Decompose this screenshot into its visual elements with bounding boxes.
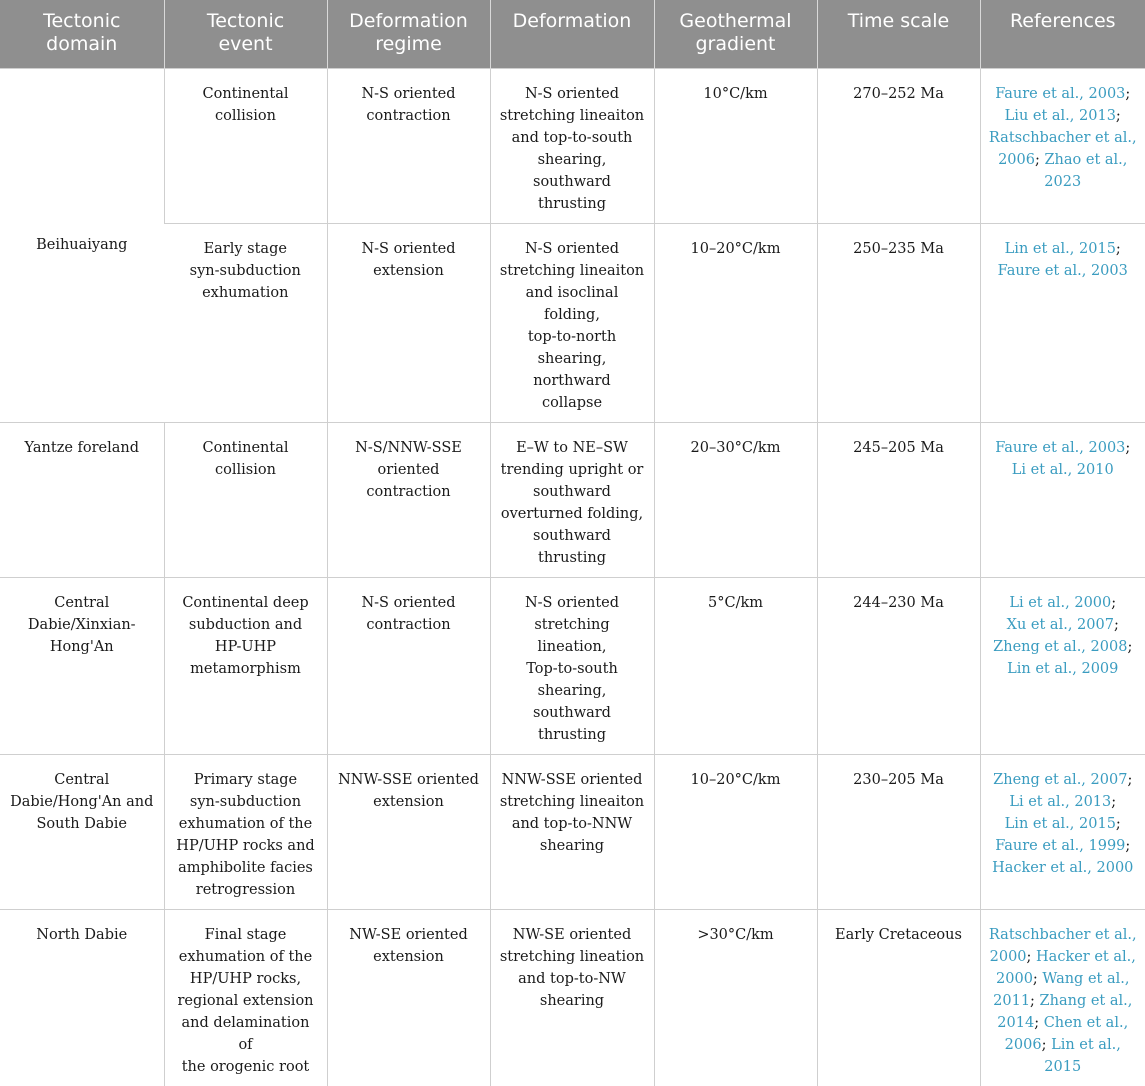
header-geothermal-gradient: Geothermal gradient — [654, 0, 817, 68]
cell-gradient: 20–30°C/km — [654, 422, 817, 577]
header-references: References — [980, 0, 1145, 68]
reference-link[interactable]: Lin et al., 2009 — [1007, 660, 1119, 677]
cell-references: Faure et al., 2003; Liu et al., 2013; Ratschbacher et al., 2006; Zhao et al., 2023 — [980, 68, 1145, 223]
reference-link[interactable]: Faure et al., 2003 — [997, 262, 1128, 279]
cell-deformation: NW-SE oriented stretching lineation and top-to-NW shearing — [490, 909, 654, 1086]
cell-gradient: >30°C/km — [654, 909, 817, 1086]
reference-link[interactable]: Zhang et al., 2014 — [997, 992, 1133, 1031]
cell-references: Zheng et al., 2007; Li et al., 2013; Lin et al., 2015; Faure et al., 1999; Hacker et al., 2000 — [980, 754, 1145, 909]
cell-event: Early stage syn-subduction exhumation — [164, 223, 327, 422]
cell-gradient: 10°C/km — [654, 68, 817, 223]
cell-time: 270–252 Ma — [817, 68, 980, 223]
table-row — [0, 577, 1145, 754]
cell-deformation: NNW-SSE oriented stretching lineaiton and top-to-NNW shearing — [490, 754, 654, 909]
cell-regime: N-S oriented extension — [327, 223, 490, 422]
reference-link[interactable]: Faure et al., 2003 — [995, 85, 1126, 102]
reference-link[interactable]: Hacker et al., 2000 — [992, 859, 1134, 876]
cell-event: Primary stage syn-subduction exhumation of the HP/UHP rocks and amphibolite facies retrogression — [164, 754, 327, 909]
header-deformation: Deformation — [490, 0, 654, 68]
cell-domain: North Dabie — [0, 909, 164, 1086]
reference-link[interactable]: Lin et al., 2015 — [1004, 815, 1116, 832]
cell-time: 250–235 Ma — [817, 223, 980, 422]
cell-references: Faure et al., 2003; Li et al., 2010 — [980, 422, 1145, 577]
cell-time: 244–230 Ma — [817, 577, 980, 754]
reference-link[interactable]: Faure et al., 2003 — [995, 439, 1126, 456]
cell-domain: Central Dabie/Hong'An and South Dabie — [0, 754, 164, 909]
reference-link[interactable]: Chen et al., 2006 — [1004, 1014, 1129, 1053]
cell-deformation: N-S oriented stretching lineaiton and top-to-south shearing, southward thrusting — [490, 68, 654, 223]
cell-event: Continental collision — [164, 422, 327, 577]
cell-event: Final stage exhumation of the HP/UHP rocks, regional extension and delamination of the orogenic root — [164, 909, 327, 1086]
table-header — [0, 0, 1145, 68]
reference-link[interactable]: Faure et al., 1999 — [995, 837, 1126, 854]
reference-link[interactable]: Lin et al., 2015 — [1044, 1036, 1121, 1075]
cell-regime: N-S oriented contraction — [327, 68, 490, 223]
table-row — [0, 223, 1145, 422]
table-row — [0, 754, 1145, 909]
cell-domain: Yantze foreland — [0, 422, 164, 577]
table-row — [0, 68, 1145, 223]
cell-deformation: N-S oriented stretching lineaiton and isoclinal folding, top-to-north shearing, northward collapse — [490, 223, 654, 422]
table-row — [0, 422, 1145, 577]
cell-regime: NNW-SSE oriented extension — [327, 754, 490, 909]
reference-link[interactable]: Wang et al., 2011 — [993, 970, 1130, 1009]
reference-link[interactable]: Ratschbacher et al., 2006 — [988, 129, 1137, 168]
table-row — [0, 909, 1145, 1086]
header-tectonic-domain: Tectonic domain — [0, 0, 164, 68]
reference-link[interactable]: Zhao et al., 2023 — [1044, 151, 1128, 190]
cell-gradient: 10–20°C/km — [654, 223, 817, 422]
reference-link[interactable]: Ratschbacher et al., 2000 — [988, 926, 1137, 965]
reference-link[interactable]: Zheng et al., 2008 — [993, 638, 1128, 655]
reference-link[interactable]: Xu et al., 2007 — [1006, 616, 1114, 633]
reference-link[interactable]: Li et al., 2010 — [1011, 461, 1114, 478]
cell-domain: Central Dabie/Xinxian- Hong'An — [0, 577, 164, 754]
reference-link[interactable]: Zheng et al., 2007 — [993, 771, 1128, 788]
reference-link[interactable]: Li et al., 2000 — [1009, 594, 1112, 611]
cell-regime: NW-SE oriented extension — [327, 909, 490, 1086]
cell-deformation: N-S oriented stretching lineation, Top-to-south shearing, southward thrusting — [490, 577, 654, 754]
cell-regime: N-S/NNW-SSE oriented contraction — [327, 422, 490, 577]
cell-time: Early Cretaceous — [817, 909, 980, 1086]
header-time-scale: Time scale — [817, 0, 980, 68]
cell-event: Continental deep subduction and HP-UHP metamorphism — [164, 577, 327, 754]
cell-references: Ratschbacher et al., 2000; Hacker et al., 2000; Wang et al., 2011; Zhang et al., 2014; Chen et al., 2006; Lin et al., 2015 — [980, 909, 1145, 1086]
reference-link[interactable]: Liu et al., 2013 — [1004, 107, 1116, 124]
cell-references: Lin et al., 2015; Faure et al., 2003 — [980, 223, 1145, 422]
cell-time: 230–205 Ma — [817, 754, 980, 909]
header-deformation-regime: Deformation regime — [327, 0, 490, 68]
cell-event: Continental collision — [164, 68, 327, 223]
cell-gradient: 5°C/km — [654, 577, 817, 754]
header-tectonic-event: Tectonic event — [164, 0, 327, 68]
cell-references: Li et al., 2000; Xu et al., 2007; Zheng et al., 2008; Lin et al., 2009 — [980, 577, 1145, 754]
cell-time: 245–205 Ma — [817, 422, 980, 577]
cell-gradient: 10–20°C/km — [654, 754, 817, 909]
cell-regime: N-S oriented contraction — [327, 577, 490, 754]
cell-deformation: E–W to NE–SW trending upright or southward overturned folding, southward thrusting — [490, 422, 654, 577]
reference-link[interactable]: Li et al., 2013 — [1009, 793, 1112, 810]
reference-link[interactable]: Hacker et al., 2000 — [996, 948, 1136, 987]
cell-domain: Beihuaiyang — [0, 68, 164, 422]
reference-link[interactable]: Lin et al., 2015 — [1004, 240, 1116, 257]
